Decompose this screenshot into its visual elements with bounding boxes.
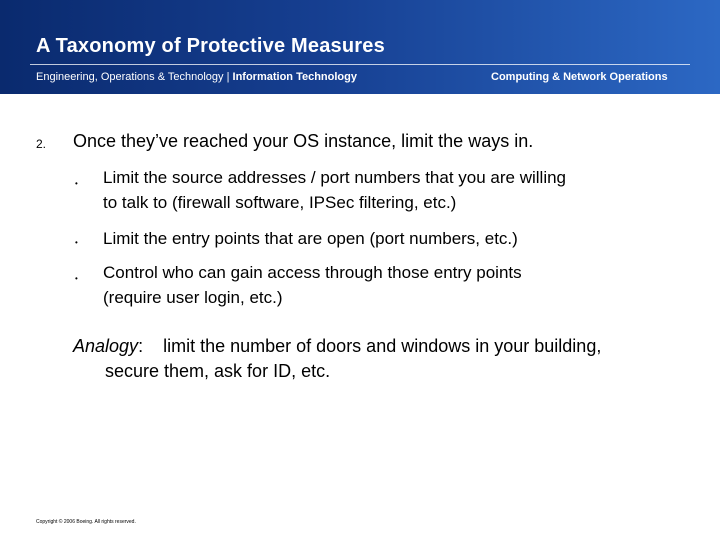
header-divider xyxy=(30,64,690,65)
bullet-3-line-2: (require user login, etc.) xyxy=(103,288,283,307)
bullet-marker: • xyxy=(75,179,78,188)
bullet-item-2 xyxy=(103,226,683,251)
header-subtitle-left xyxy=(36,71,357,83)
item-number: 2. xyxy=(36,137,47,151)
copyright-notice: Copyright © 2006 Boeing. All rights reserved. xyxy=(36,519,136,525)
bullet-1-line-1: Limit the source addresses / port numbers that you are willing xyxy=(103,168,567,187)
bullet-item-1 xyxy=(103,165,683,215)
analogy-line-1: limit the number of doors and windows in your building, xyxy=(163,336,602,356)
bullet-marker: • xyxy=(75,238,78,247)
analogy-line-2: secure them, ask for ID, etc. xyxy=(105,361,331,381)
item-text: Once they’ve reached your OS instance, limit the ways in. xyxy=(73,131,534,151)
slide-title: A Taxonomy of Protective Measures xyxy=(36,35,385,57)
analogy-label: Analogy xyxy=(73,336,139,356)
bullet-item-3 xyxy=(103,260,683,310)
slide-header xyxy=(0,0,720,94)
bullet-3-line-1: Control who can gain access through those entry points xyxy=(103,263,522,282)
analogy-colon: : xyxy=(138,336,144,356)
bullet-1-line-2: to talk to (firewall software, IPSec filtering, etc.) xyxy=(103,193,457,212)
subtitle-dept: Information Technology xyxy=(232,71,357,83)
bullet-marker: • xyxy=(75,274,78,283)
analogy-block xyxy=(73,334,703,384)
bullet-2-line-1: Limit the entry points that are open (port numbers, etc.) xyxy=(103,229,518,248)
header-subtitle-right: Computing & Network Operations xyxy=(491,71,668,83)
subtitle-org: Engineering, Operations & Technology | xyxy=(36,71,233,83)
